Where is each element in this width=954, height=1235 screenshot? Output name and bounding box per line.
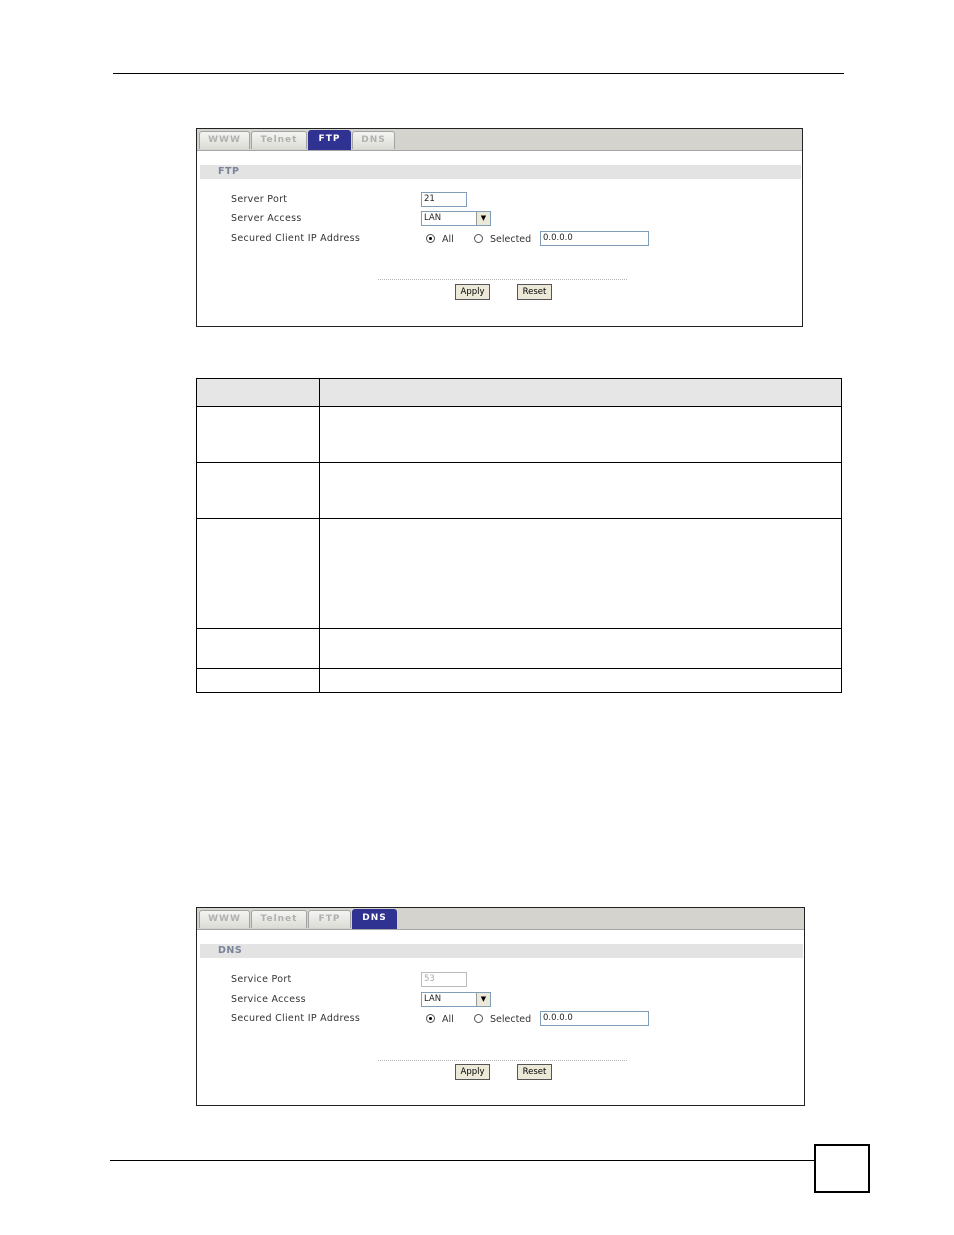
table-cell xyxy=(320,407,842,463)
radio-all-label: All xyxy=(442,234,454,245)
server-port-label: Server Port xyxy=(231,194,288,205)
table-cell xyxy=(197,519,320,629)
radio-selected[interactable] xyxy=(474,234,483,243)
tab-ftp[interactable]: FTP xyxy=(308,910,351,928)
reset-button[interactable]: Reset xyxy=(517,1064,552,1080)
table-row xyxy=(197,407,842,463)
table-cell xyxy=(320,669,842,693)
divider xyxy=(378,279,627,280)
tab-telnet[interactable]: Telnet xyxy=(251,910,307,928)
tab-www[interactable]: WWW xyxy=(199,910,250,928)
section-title: FTP xyxy=(200,165,801,179)
service-access-label: Service Access xyxy=(231,994,306,1005)
tab-ftp[interactable]: FTP xyxy=(308,130,351,150)
service-access-value: LAN xyxy=(424,994,442,1004)
radio-selected[interactable] xyxy=(474,1014,483,1023)
dns-screen xyxy=(196,907,805,1106)
table-cell xyxy=(320,379,842,407)
tab-www[interactable]: WWW xyxy=(199,131,250,149)
secured-ip-input[interactable]: 0.0.0.0 xyxy=(540,1011,649,1026)
table-cell xyxy=(320,519,842,629)
secured-client-ip-label: Secured Client IP Address xyxy=(231,233,361,244)
footer-rule xyxy=(110,1160,814,1161)
table-header-row xyxy=(197,379,842,407)
secured-client-ip-label: Secured Client IP Address xyxy=(231,1013,361,1024)
server-access-select[interactable] xyxy=(421,211,491,226)
ftp-screen xyxy=(196,128,803,327)
tab-dns[interactable]: DNS xyxy=(352,909,397,929)
reset-button[interactable]: Reset xyxy=(517,284,552,300)
divider xyxy=(378,1060,627,1061)
table-cell xyxy=(197,629,320,669)
header-rule xyxy=(113,73,844,74)
tab-telnet[interactable]: Telnet xyxy=(251,131,307,149)
chevron-down-icon[interactable]: ▼ xyxy=(476,212,490,225)
table-row xyxy=(197,463,842,519)
radio-all[interactable] xyxy=(426,234,435,243)
description-table xyxy=(196,378,842,693)
radio-selected-label: Selected xyxy=(490,234,532,245)
table-row xyxy=(197,519,842,629)
server-access-value: LAN xyxy=(424,213,442,223)
apply-button[interactable]: Apply xyxy=(455,284,490,300)
radio-all-label: All xyxy=(442,1014,454,1025)
table-cell xyxy=(197,669,320,693)
service-access-select[interactable] xyxy=(421,992,491,1007)
page-number-box xyxy=(814,1144,870,1193)
table-cell xyxy=(320,463,842,519)
table-cell xyxy=(197,379,320,407)
tab-bar xyxy=(197,908,804,930)
table-row xyxy=(197,629,842,669)
table-cell xyxy=(197,463,320,519)
chevron-down-icon[interactable]: ▼ xyxy=(476,993,490,1006)
tab-bar xyxy=(197,129,802,151)
tab-dns[interactable]: DNS xyxy=(352,131,395,149)
apply-button[interactable]: Apply xyxy=(455,1064,490,1080)
table-row xyxy=(197,669,842,693)
radio-all[interactable] xyxy=(426,1014,435,1023)
radio-selected-label: Selected xyxy=(490,1014,532,1025)
secured-ip-input[interactable]: 0.0.0.0 xyxy=(540,231,649,246)
server-access-label: Server Access xyxy=(231,213,302,224)
service-port-label: Service Port xyxy=(231,974,292,985)
section-title: DNS xyxy=(200,944,803,958)
table-cell xyxy=(197,407,320,463)
service-port-input[interactable]: 53 xyxy=(421,972,467,987)
server-port-input[interactable]: 21 xyxy=(421,192,467,207)
table-cell xyxy=(320,629,842,669)
